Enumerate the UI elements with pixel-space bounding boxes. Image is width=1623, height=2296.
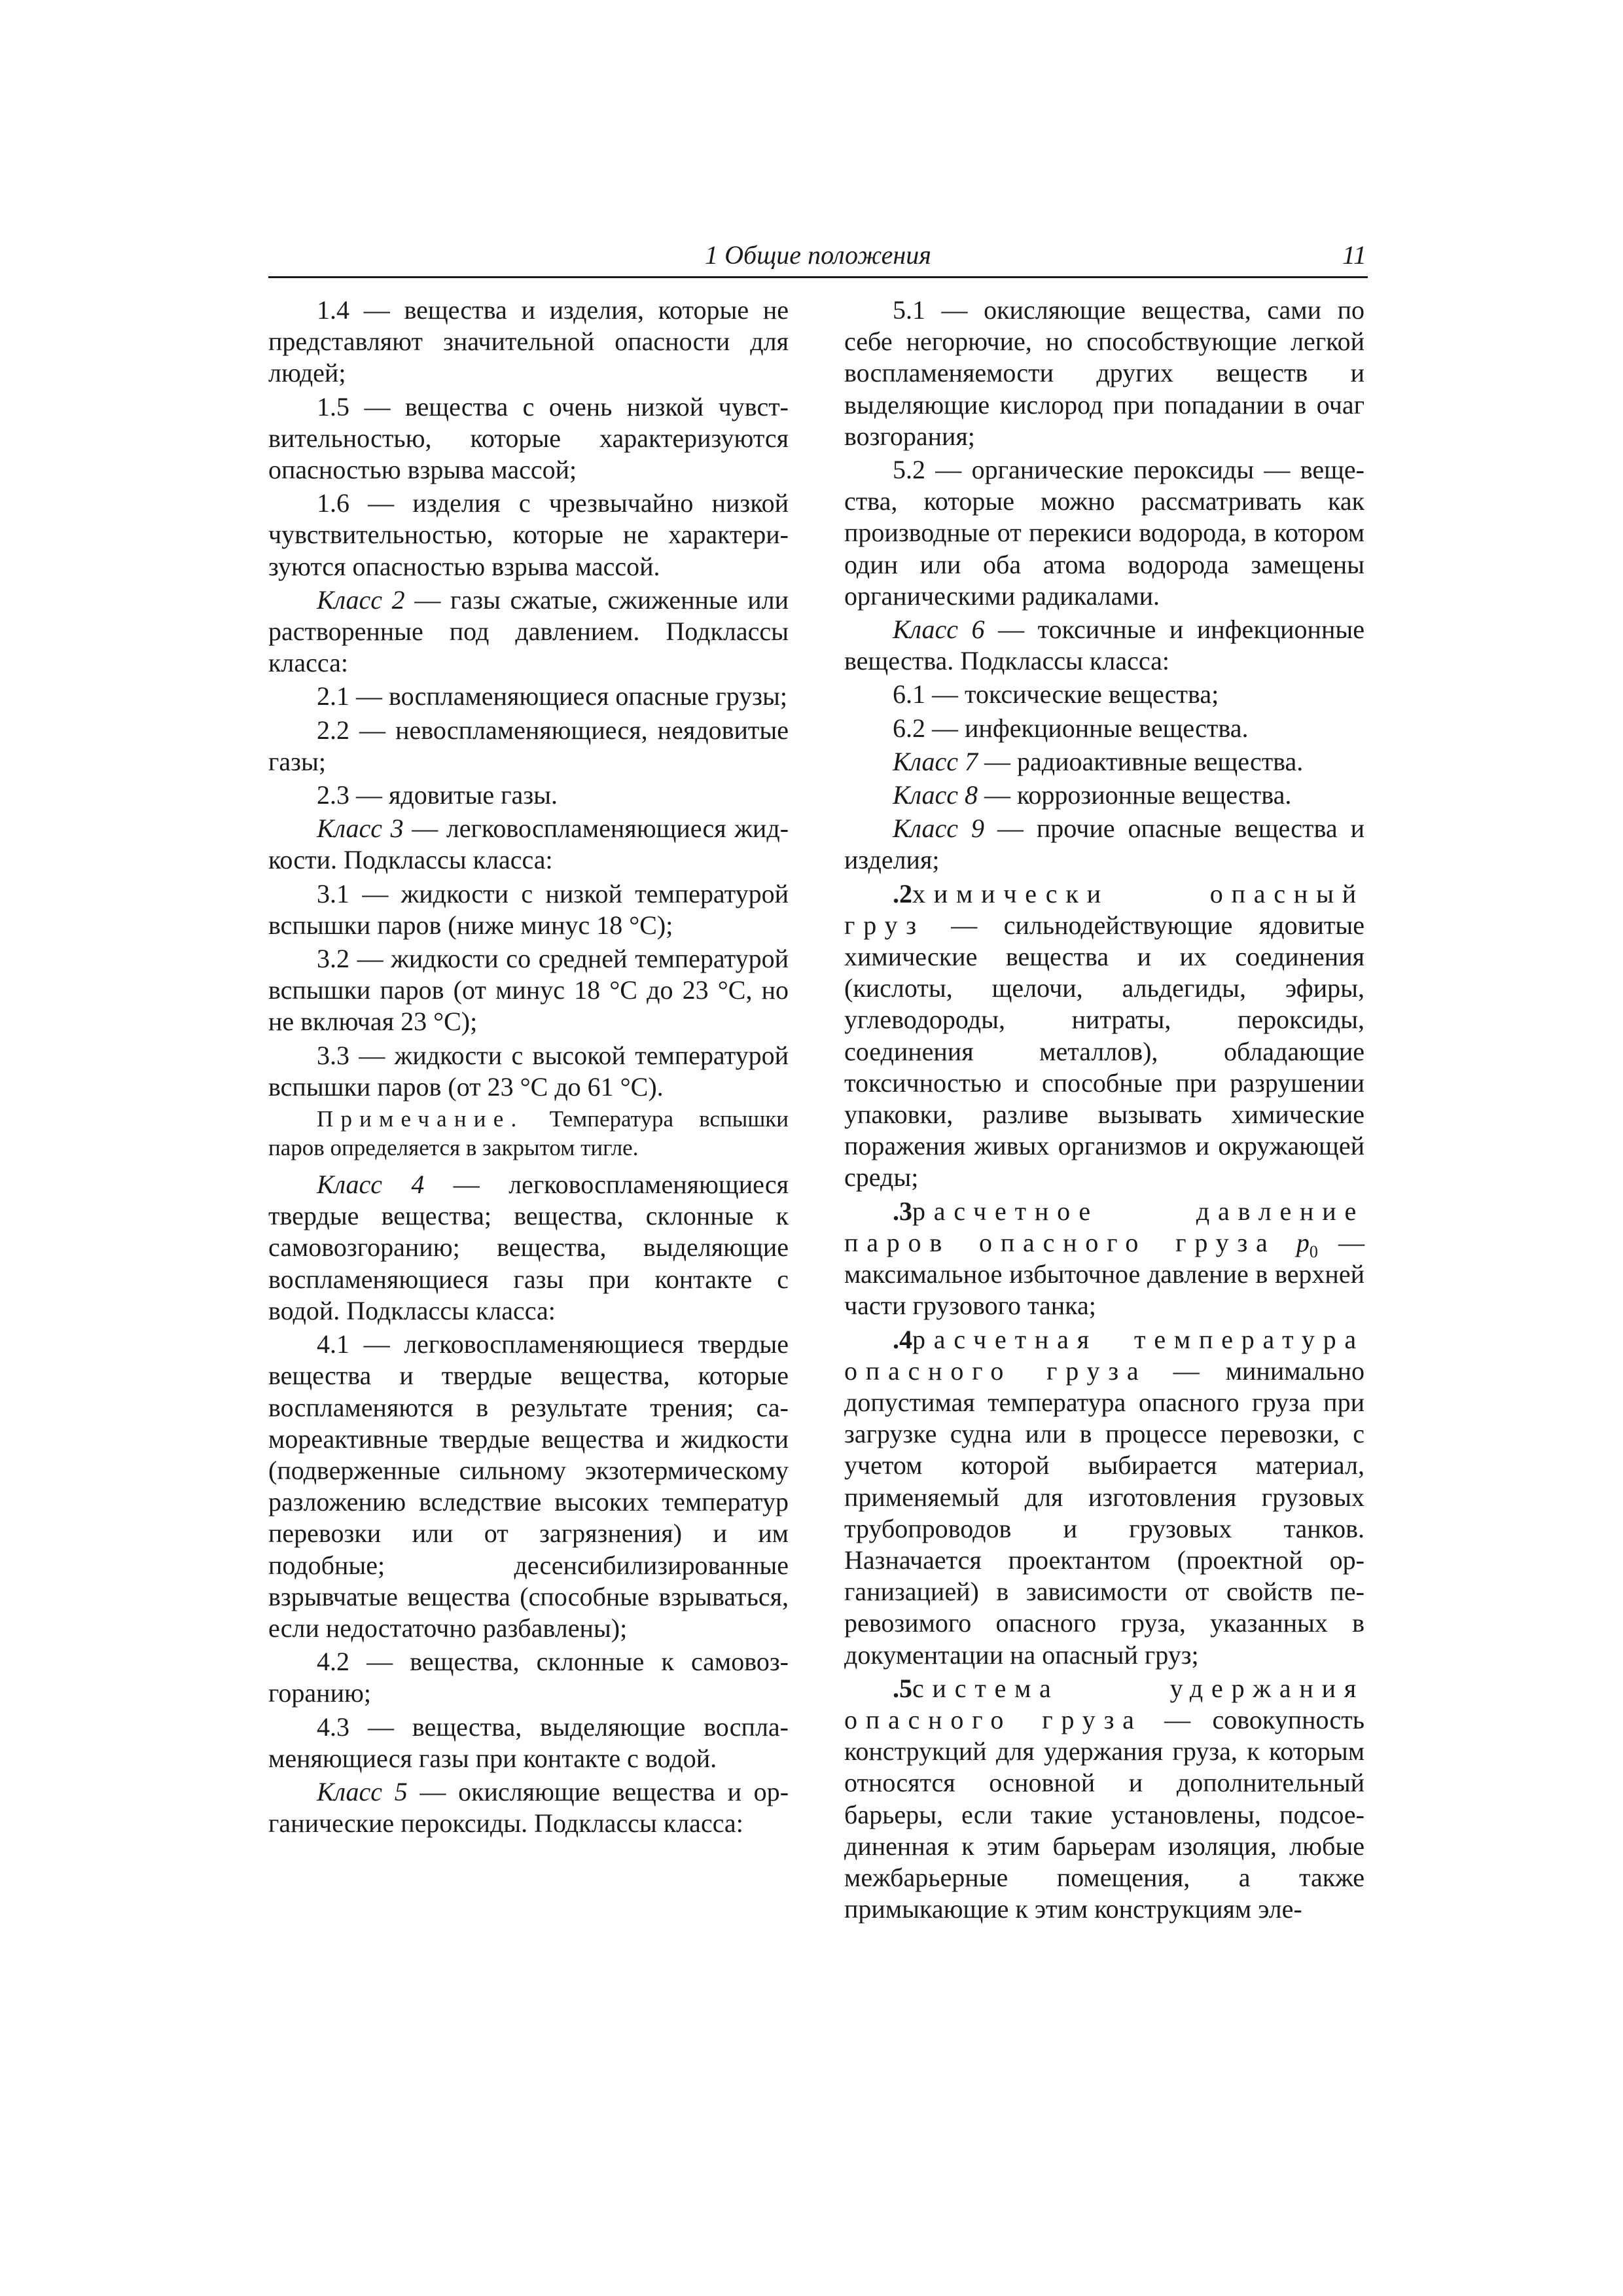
right-column <box>844 295 1364 1927</box>
paragraph: 1.5 — вещества с очень низкой чувствительностью, которые характеризуются опасностью взрыва массой; <box>268 391 789 485</box>
class-paragraph: Класс 9 — прочие опасные вещества и изделия; <box>844 814 1365 875</box>
paragraph: 5.1 — окисляющие вещества, сами по себе негорючие, но способствующие легкой воспламеняемости других веществ и выделяющие кислород при попадании в очаг возгорания; <box>844 295 1364 451</box>
class-paragraph: Класс 3 — легковоспламеняющиеся жидкости. Подклассы класса: <box>268 814 789 875</box>
paragraph: 4.1 — легковоспламеняющиеся твердые вещества и твердые вещества, которые воспламеняются в результате трения; самореактивные твердые вещества и жидкости (подверженные сильному экзотермическому разложению вследствие высоких температур перевозки или от загрязнения) и им подобные; десенсибилизированные взрывчатые вещества (способные взрываться, если недостаточно разбавлены); <box>268 1329 789 1643</box>
definition-term: химически опасный груз <box>844 878 1364 940</box>
definition-paragraph: .2химически опасный груз — сильнодействующие ядовитые химические вещества и их соединения (кислоты, щелочи, альдегиды, эфиры, углеводороды, нитраты, пероксиды, соединения металлов), обладающие токсичностью и способные при разрушении упаковки, разливе вызывать химические поражения живых организмов и окружающей среды; <box>844 878 1364 1193</box>
class-paragraph: Класс 4 — легковоспламеняющиеся твердые вещества; вещества, склонные к самовозгоранию; вещества, выделяющие воспламеняющиеся газы при контакте с водой. Подклассы класса: <box>268 1170 789 1325</box>
paragraph: 2.2 — невоспламеняющиеся, неядовитые газы; <box>268 715 789 776</box>
definition-term: система удержания опасного груза <box>844 1673 1364 1734</box>
page-header <box>268 236 1368 278</box>
paragraph: 1.6 — изделия с чрезвычайно низкой чувствительностью, которые не характеризуются опасностью взрыва массой. <box>268 488 789 581</box>
definition-term: расчетная температура опасного груза <box>844 1324 1364 1386</box>
definition-paragraph: .5система удержания опасного груза — совокупность конструкций для удержания груза, к которым относятся основной и дополнительный барьеры, если такие установлены, подсоединенная к этим барьерам изоляция, любые межбарьерные помещения, а также примыкающие к этим конструкциям эле- <box>844 1673 1364 1924</box>
class-paragraph: Класс 7 — радиоактивные вещества. <box>893 746 1304 776</box>
paragraph: 3.1 — жидкости с низкой температурой вспышки паров (ниже минус 18 °С); <box>268 878 789 940</box>
definition-number: .3 <box>893 1196 912 1226</box>
note-label: Примечание. <box>317 1106 524 1132</box>
class-paragraph: Класс 5 — окисляющие вещества и органические пероксиды. Подклассы класса: <box>268 1776 789 1839</box>
symbol-subscript: 0 <box>1309 1242 1318 1261</box>
class-paragraph: Класс 8 — коррозионные вещества. <box>893 780 1292 810</box>
definition-term: расчетное давление паров опасного груза <box>844 1196 1364 1257</box>
class-label: Класс 6 <box>893 615 985 645</box>
paragraph: 6.2 — инфекционные вещества. <box>893 713 1249 743</box>
definition-number: .5 <box>893 1673 912 1703</box>
class-label: Класс 4 <box>317 1170 425 1200</box>
paragraph: 3.3 — жидкости с высокой температурой вспышки паров (от 23 °С до 61 °С). <box>268 1040 789 1102</box>
left-column <box>268 295 789 1841</box>
symbol: p <box>1296 1227 1310 1257</box>
definition-number: .2 <box>893 878 912 908</box>
class-paragraph: Класс 2 — газы сжатые, сжиженные или растворенные под давлением. Подклассы класса: <box>268 584 789 678</box>
paragraph: 5.2 — органические пероксиды — вещества, которые можно рассматривать как производные от перекиси водорода, в котором один или оба атома водорода замещены органическими радикалами. <box>844 455 1364 611</box>
class-label: Класс 7 <box>893 746 978 776</box>
class-label: Класс 3 <box>317 814 404 844</box>
paragraph: 2.1 — воспламеняющиеся опасные грузы; <box>317 681 787 711</box>
definition-number: .4 <box>893 1324 912 1354</box>
definition-paragraph: .3расчетное давление паров опасного груза $p_0$ — максимальное избыточное давление в верхней части грузового танка; <box>844 1196 1365 1321</box>
paragraph: 3.2 — жидкости со средней температурой вспышки паров (от минус 18 °С до 23 °С, но не включая 23 °С); <box>268 944 789 1037</box>
paragraph: 1.4 — вещества и изделия, которые не представляют значительной опасности для людей; <box>268 295 789 388</box>
paragraph: 6.1 — токсические вещества; <box>893 679 1219 709</box>
page-number: 11 <box>1342 240 1366 270</box>
running-title: 1 Общие положения <box>705 240 931 270</box>
class-label: Класс 5 <box>317 1776 408 1806</box>
paragraph: 4.2 — вещества, склонные к самовозгоранию; <box>268 1647 789 1708</box>
class-label: Класс 8 <box>893 780 978 810</box>
class-paragraph: Класс 6 — токсичные и инфекционные вещества. Подклассы класса: <box>844 615 1365 676</box>
definition-paragraph: .4расчетная температура опасного груза — минимально допустимая температура опасного груза при загрузке судна или в процессе перевозки, с учетом которой выбирается материал, применяемый для изготовления грузовых трубопроводов и грузовых танков. Назначается проектантом (проектной организацией) в зависимости от свойств перевозимого опасного груза, указанных в документации на опасный груз; <box>844 1324 1364 1670</box>
class-label: Класс 2 <box>317 584 405 615</box>
note: Примечание. Температура вспышки паров определяется в закрытом тигле. <box>268 1106 789 1161</box>
paragraph: 2.3 — ядовитые газы. <box>317 780 558 810</box>
paragraph: 4.3 — вещества, выделяющие воспламеняющиеся газы при контакте с водой. <box>268 1712 789 1773</box>
class-label: Класс 9 <box>893 814 984 844</box>
